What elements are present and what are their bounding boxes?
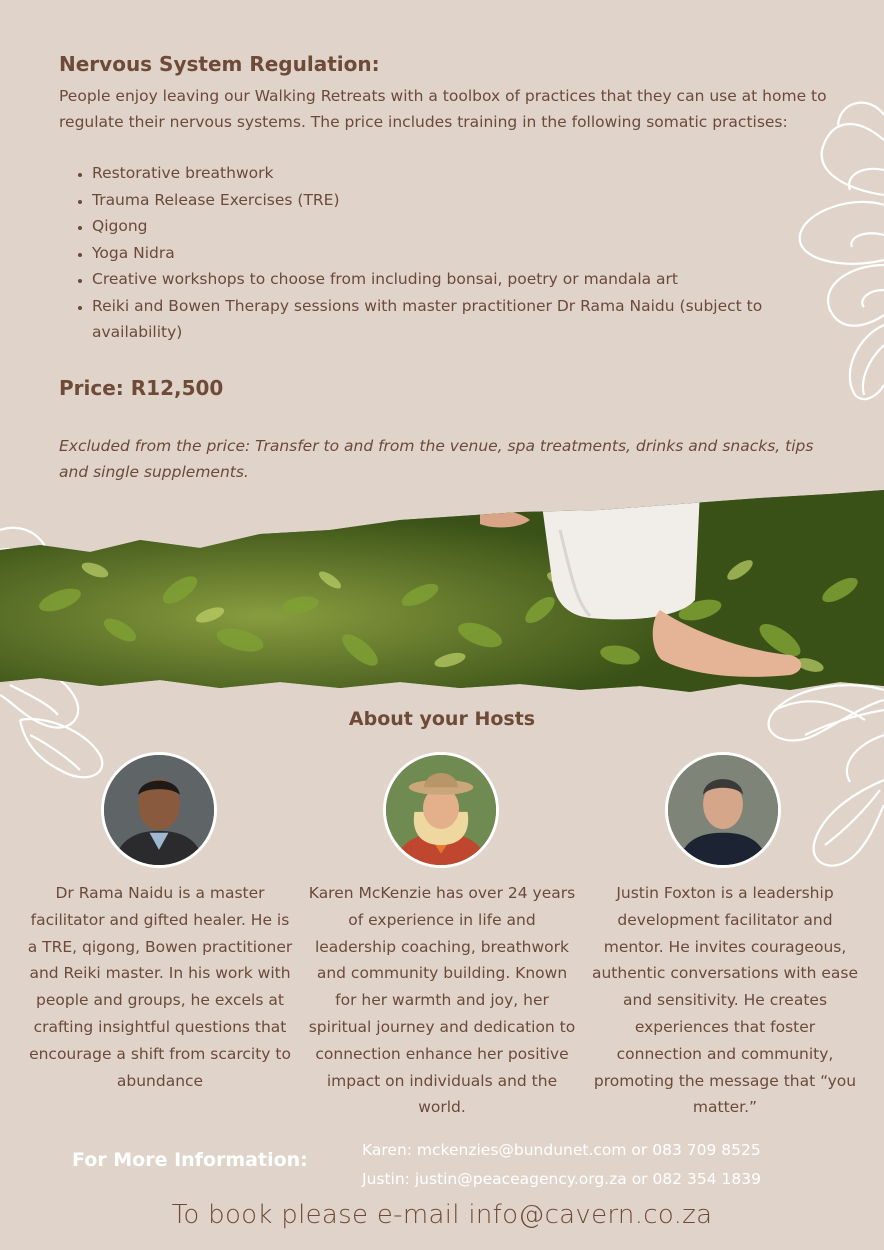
practice-item: • Trauma Release Exercises (TRE) — [92, 187, 812, 214]
woman-portrait-icon — [386, 755, 496, 865]
practice-item: • Qigong — [92, 213, 812, 240]
practice-item: • Yoga Nidra — [92, 240, 812, 267]
practice-item: • Creative workshops to choose from including bonsai, poetry or mandala art — [92, 266, 812, 293]
host-bio-karen: Karen McKenzie has over 24 years of experience in life and leadership coaching, breathwork and community building. Known for her warmth and joy, her spiritual journey and dedication to connection enhance her positive impact on individuals and the world. — [308, 884, 576, 1117]
host-avatar-karen — [383, 752, 499, 868]
practice-item: • Reiki and Bowen Therapy sessions with master practitioner Dr Rama Naidu (subject to availability) — [92, 293, 812, 346]
practice-item: • Restorative breathwork — [92, 160, 812, 187]
walking-in-grass-photo — [0, 490, 884, 700]
host-bio-justin: Justin Foxton is a leadership development facilitator and mentor. He invites courageous, authentic conversations with ease and sensitivity. He creates experiences that foster connection and community, promoting the message that “you matter.” — [591, 884, 859, 1117]
nervous-system-intro: People enjoy leaving our Walking Retreats with a toolbox of practices that they can use at home to regulate their nervous systems. The price includes training in the following somatic practises: — [59, 87, 827, 131]
price-exclusions: Excluded from the price: Transfer to and from the venue, spa treatments, drinks and snacks, tips and single supplements. — [59, 437, 814, 481]
host-avatar-rama — [101, 752, 217, 868]
man-portrait-icon — [668, 755, 778, 865]
nervous-system-heading: Nervous System Regulation: — [59, 52, 380, 76]
practices-list — [59, 160, 812, 346]
hosts-heading: About your Hosts — [348, 708, 536, 730]
more-information-label: For More Information: — [72, 1149, 308, 1171]
contact-justin[interactable]: Justin: justin@peaceagency.org.za or 082 354 1839 — [362, 1170, 761, 1188]
price-heading: Price: R12,500 — [59, 376, 224, 400]
host-bio-rama: Dr Rama Naidu is a master facilitator and gifted healer. He is a TRE, qigong, Bowen practitioner and Reiki master. In his work with people and groups, he excels at crafting insightful questions that encourage a shift from scarcity to abundance — [27, 884, 293, 1090]
booking-email-line[interactable]: To book please e-mail info@cavern.co.za — [171, 1200, 713, 1230]
host-avatar-justin — [665, 752, 781, 868]
man-portrait-icon — [104, 755, 214, 865]
contact-karen[interactable]: Karen: mckenzies@bundunet.com or 083 709 8525 — [362, 1141, 761, 1159]
